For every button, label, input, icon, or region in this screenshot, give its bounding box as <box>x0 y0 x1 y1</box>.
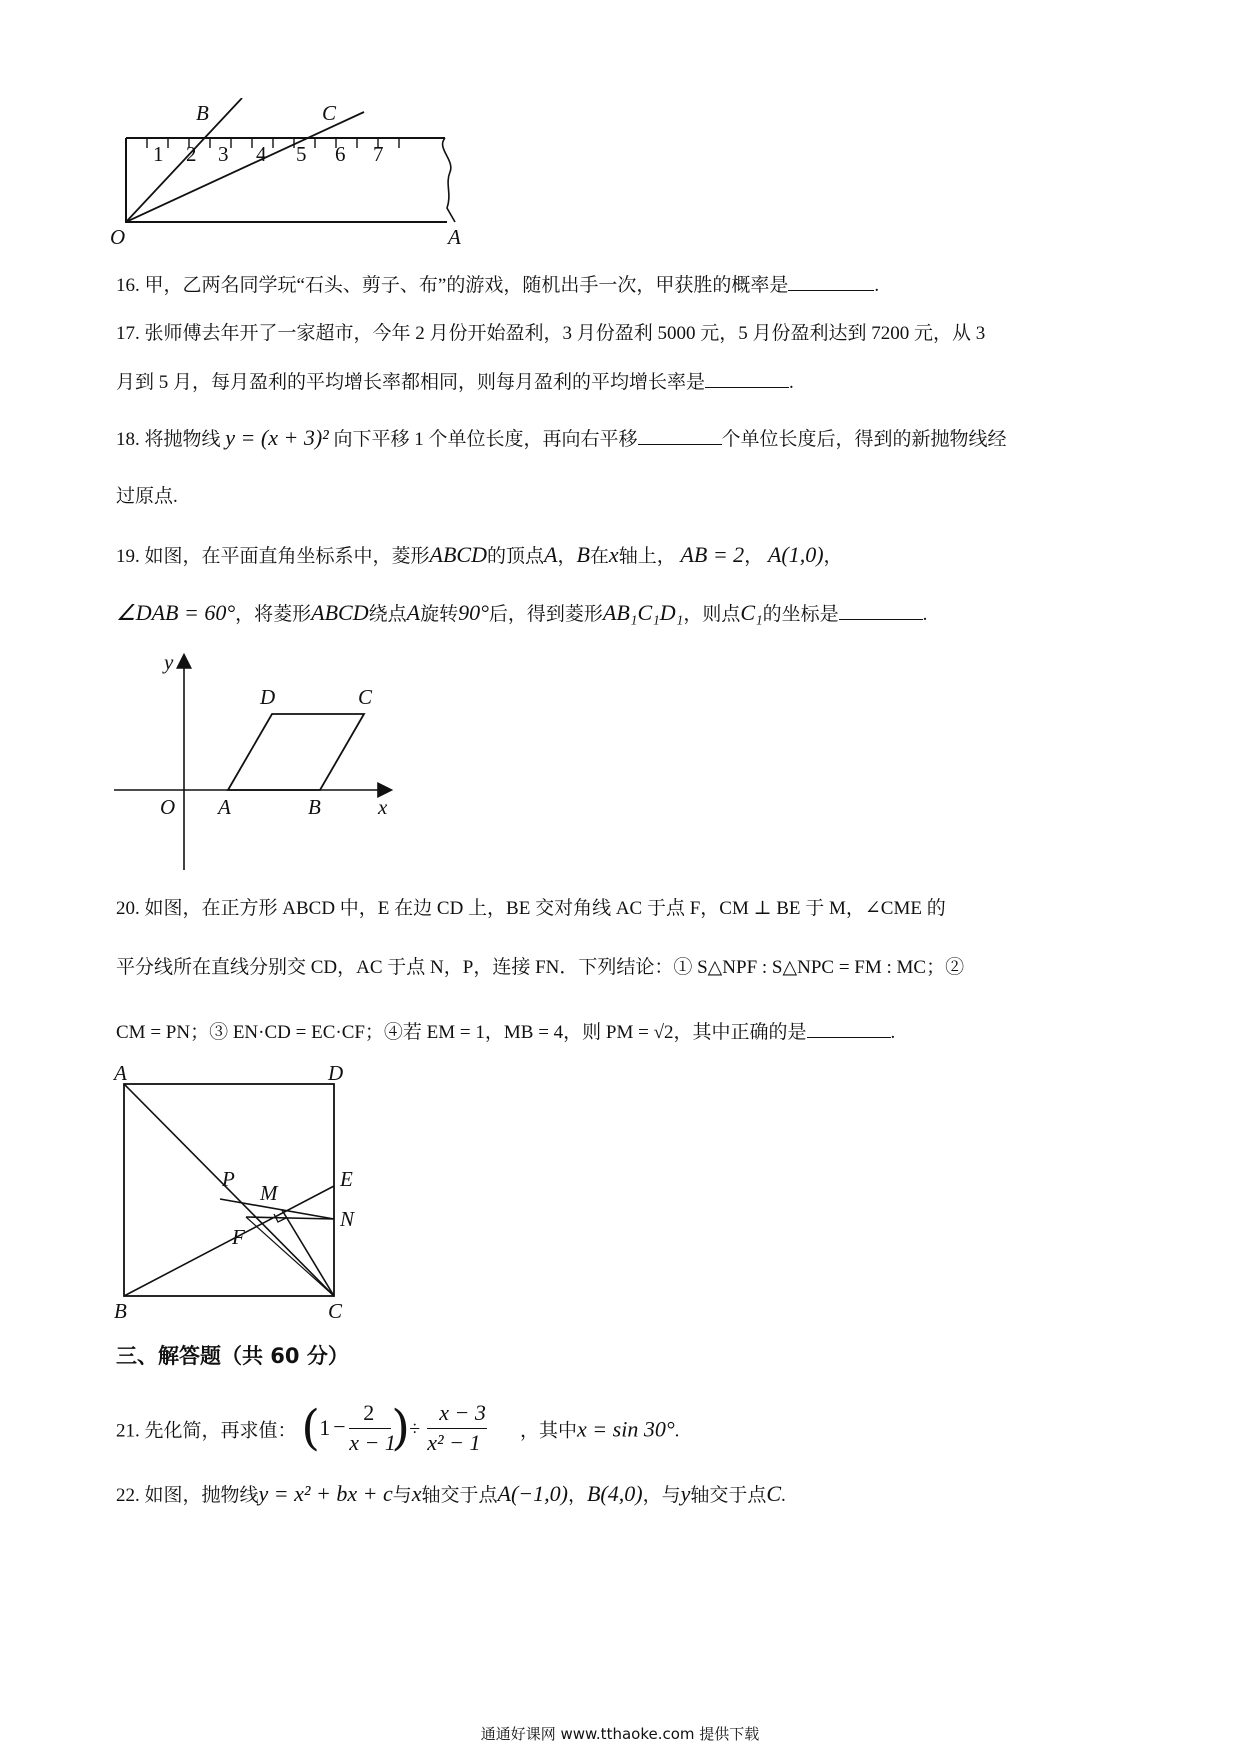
q19-text-d: 轴上， <box>618 546 676 567</box>
q22-point-a: A(−1,0) <box>497 1481 568 1506</box>
q17-number: 17. <box>116 323 140 344</box>
q19-ab-eq: AB = 2 <box>680 542 745 567</box>
q19-text-a: 如图，在平面直角坐标系中，菱形 <box>144 546 430 567</box>
question-22 <box>116 1481 786 1509</box>
q19-text-2d: 后，得到菱形 <box>488 604 603 625</box>
q22-text-a: 如图，抛物线 <box>144 1485 259 1506</box>
q21-expression: ( 1 − 2 x − 1 ) ÷ x − 3 x² − 1 <box>301 1400 486 1456</box>
question-19-line2 <box>116 600 927 628</box>
q20-line1: 如图，在正方形 ABCD 中，E 在边 CD 上，BE 交对角线 AC 于点 F，CM ⊥ BE 于 M，∠CME 的 <box>144 898 946 919</box>
rhombus-figure <box>110 648 410 874</box>
q21-pre: 先化简，再求值： <box>144 1420 297 1442</box>
coord-label-x: x <box>378 795 388 819</box>
square-figure <box>110 1066 360 1326</box>
square-label-c: C <box>328 1299 343 1323</box>
q17-line1: 张师傅去年开了一家超市，今年 2 月份开始盈利，3 月份盈利 5000 元，5 月份盈利达到 7200 元，从 3 <box>144 323 986 344</box>
ruler-tick-1: 1 <box>153 142 164 166</box>
ruler-label-c: C <box>322 101 337 125</box>
q22-point-b: B(4,0) <box>586 1481 643 1506</box>
q19-abcd: ABCD <box>429 542 487 567</box>
q21-minus: − <box>333 1414 346 1439</box>
q18-line2: 过原点. <box>116 486 178 507</box>
q19-end: . <box>922 604 928 625</box>
q16-end: . <box>874 275 880 296</box>
question-19 <box>116 542 843 570</box>
q20-end: . <box>890 1022 896 1043</box>
ruler-tick-2: 2 <box>186 142 197 166</box>
q22-x: x <box>411 1481 422 1506</box>
square-label-b: B <box>114 1299 127 1323</box>
q19-answer-blank[interactable] <box>839 601 923 620</box>
coord-label-b: B <box>308 795 321 819</box>
q18-pre: 将抛物线 <box>144 429 221 450</box>
q21-num1: 2 <box>363 1400 375 1425</box>
q19-point-a2: A <box>406 600 421 625</box>
q21-num2: x − 3 <box>439 1400 486 1425</box>
question-17 <box>116 321 985 347</box>
q21-post: ，其中 <box>520 1420 578 1442</box>
coord-label-a: A <box>218 795 231 819</box>
question-16 <box>116 272 879 299</box>
q19-deg: 90° <box>458 600 489 625</box>
q16-text: 甲，乙两名同学玩“石头、剪子、布”的游戏，随机出手一次，甲获胜的概率是 <box>144 275 789 296</box>
q18-post: 个单位长度后，得到的新抛物线经 <box>721 429 1007 450</box>
page-footer: 通通好课网 www.tthaoke.com 提供下载 <box>480 1725 760 1743</box>
q21-number: 21. <box>116 1420 140 1442</box>
q16-number: 16. <box>116 275 140 296</box>
q19-text-2a: ，将菱形 <box>235 604 312 625</box>
section-3-heading: 三、解答题（共 60 分） <box>116 1344 349 1368</box>
coord-label-c: C <box>358 685 373 709</box>
q19-angle: ∠DAB = 60° <box>116 600 236 625</box>
q18-answer-blank[interactable] <box>638 426 722 445</box>
q19-sep: ， <box>557 546 577 567</box>
question-18-line2 <box>116 484 178 510</box>
q21-one: 1 <box>319 1415 331 1440</box>
q21-end: . <box>674 1420 680 1442</box>
q17-answer-blank[interactable] <box>705 369 789 388</box>
question-20-line3 <box>116 1019 895 1046</box>
q22-y: y <box>680 1481 691 1506</box>
ruler-figure <box>110 98 470 248</box>
q19-c1: C₁ <box>740 600 763 625</box>
q19-ab1c1d1: AB₁C₁D₁ <box>602 600 684 625</box>
q20-line2: 平分线所在直线分别交 CD，AC 于点 N，P，连接 FN．下列结论：① S△NPF : S△NPC = FM : MC；② <box>116 957 965 978</box>
q19-text-2b: 绕点 <box>368 604 407 625</box>
square-label-a: A <box>114 1066 127 1085</box>
ruler-label-o: O <box>110 225 126 248</box>
ruler-label-b: B <box>196 101 209 125</box>
question-17-line2 <box>116 369 794 396</box>
q19-point-b: B <box>576 542 590 567</box>
q19-comma: ， <box>744 546 764 567</box>
q22-formula: y = x² + bx + c <box>258 1481 393 1506</box>
coord-label-y: y <box>164 650 174 674</box>
q19-a-coord: A(1,0) <box>767 542 824 567</box>
q22-end: . <box>781 1485 786 1506</box>
coord-label-d: D <box>260 685 276 709</box>
q16-answer-blank[interactable] <box>788 272 874 291</box>
ruler-tick-7: 7 <box>373 142 384 166</box>
q19-abcd2: ABCD <box>311 600 369 625</box>
q19-text-2c: 旋转 <box>420 604 459 625</box>
q22-text-c: 轴交于点 <box>421 1485 498 1506</box>
q21-div: ÷ <box>409 1418 421 1440</box>
q18-number: 18. <box>116 429 140 450</box>
q19-comma2: ， <box>823 546 843 567</box>
q20-number: 20. <box>116 898 140 919</box>
q19-text-b: 的顶点 <box>486 546 544 567</box>
square-label-n: N <box>340 1207 355 1231</box>
q17-end: . <box>789 372 794 393</box>
q19-text-c: 在 <box>589 546 609 567</box>
question-21 <box>116 1400 680 1464</box>
coord-label-o: O <box>160 795 176 819</box>
ruler-label-a: A <box>448 225 461 248</box>
q21-den2: x² − 1 <box>427 1430 481 1455</box>
square-label-p: P <box>222 1167 235 1191</box>
ruler-tick-4: 4 <box>256 142 267 166</box>
q22-text-b: 与 <box>392 1485 412 1506</box>
q18-formula: y = (x + 3)² <box>225 425 329 450</box>
square-label-d: D <box>328 1066 344 1085</box>
square-label-e: E <box>340 1167 353 1191</box>
q20-line3: CM = PN；③ EN·CD = EC·CF；④若 EM = 1，MB = 4，则 PM = √2，其中正确的是 <box>116 1022 807 1043</box>
question-20 <box>116 896 946 922</box>
q21-condition: x = sin 30° <box>577 1416 675 1442</box>
q19-point-a: A <box>543 542 558 567</box>
ruler-tick-3: 3 <box>218 142 229 166</box>
ruler-tick-6: 6 <box>335 142 346 166</box>
q21-den1: x − 1 <box>349 1430 396 1455</box>
q20-answer-blank[interactable] <box>807 1019 891 1038</box>
q22-text-e: 轴交于点 <box>690 1485 767 1506</box>
q22-number: 22. <box>116 1485 140 1506</box>
q17-line2: 月到 5 月，每月盈利的平均增长率都相同，则每月盈利的平均增长率是 <box>116 372 706 393</box>
q19-text-2f: 的坐标是 <box>762 604 839 625</box>
square-label-f: F <box>232 1225 245 1249</box>
q19-text-2e: ，则点 <box>683 604 741 625</box>
question-18 <box>116 425 1007 453</box>
square-label-m: M <box>260 1181 278 1205</box>
ruler-tick-5: 5 <box>296 142 307 166</box>
q22-text-d: ，与 <box>642 1485 681 1506</box>
q22-comma: ， <box>567 1485 587 1506</box>
q19-x: x <box>608 542 619 567</box>
q22-point-c: C <box>766 1481 782 1506</box>
q18-mid: 向下平移 1 个单位长度，再向右平移 <box>333 429 638 450</box>
q19-number: 19. <box>116 546 140 567</box>
question-20-line2 <box>116 955 964 981</box>
